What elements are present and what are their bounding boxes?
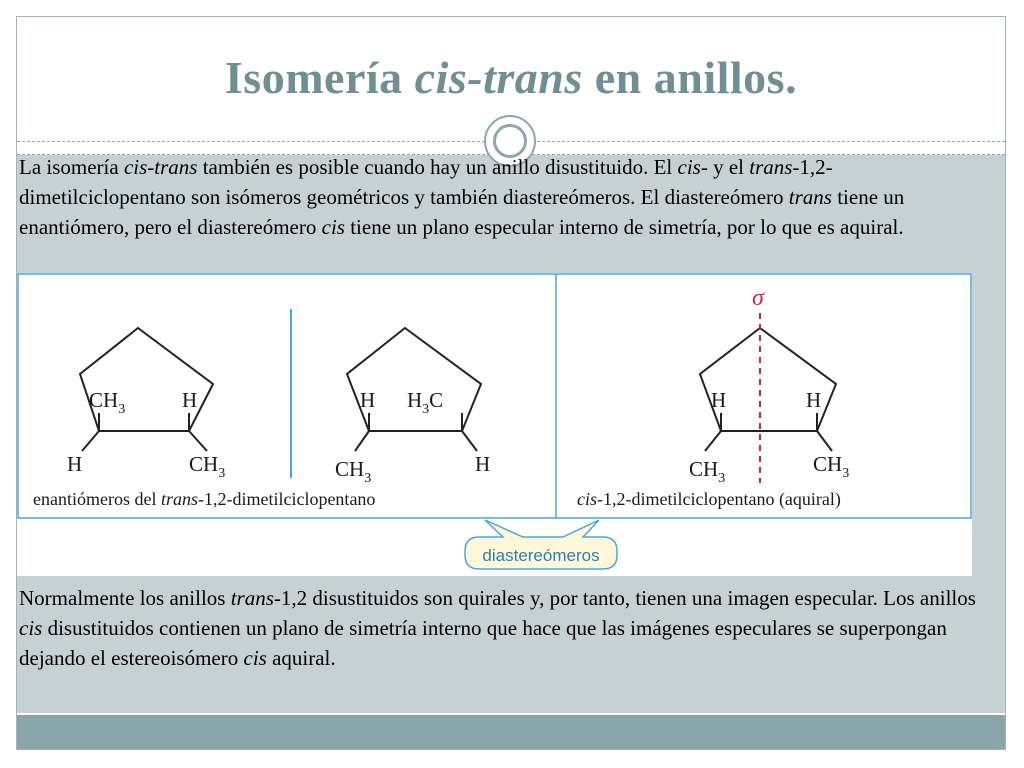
p1-seg: cis (321, 215, 345, 239)
p1-seg: trans (788, 185, 832, 209)
title-text-1: Isomería (224, 52, 415, 103)
figure-frame (18, 274, 971, 518)
p2-seg: -1,2 disustituidos son quirales y, por tanto, tienen una imagen especular. Los anillos (273, 586, 976, 610)
slide-title (17, 51, 1005, 104)
mol3-top-right: H (806, 388, 822, 412)
cyclopentane-ring-2 (347, 328, 481, 431)
p1-seg: tiene un enantiómero, pero el diastereómero (19, 185, 905, 239)
molecule-figure (17, 273, 972, 576)
sigma-symbol: σ (752, 285, 764, 311)
paragraph-intro (19, 152, 979, 242)
p1-seg: también es posible cuando hay un anillo disustituido. El (197, 155, 678, 179)
p2-seg: cis (19, 616, 43, 640)
p1-seg: -1,2-dimetilciclopentano son isómeros geométricos y también diastereómeros. El diastereómero (19, 155, 833, 209)
caption-enantiomers: enantiómeros del trans-1,2-dimetilciclopentano (33, 489, 376, 509)
caption-cis: cis-1,2-dimetilciclopentano (aquiral) (577, 489, 841, 509)
mol2-bottom-right: H (475, 452, 491, 476)
mol3-bottom-left: $CH_3$ (689, 457, 726, 486)
mol3-bottom-right: $CH_3$ (813, 452, 850, 481)
mol2-bottom-left: $CH_3$ (335, 457, 372, 486)
mol2-top-left: H (360, 388, 376, 412)
title-text-italic: cis-trans (414, 52, 583, 103)
p2-seg: disustituidos contienen un plano de simetría interno que hace que las imágenes especulares se superpongan dejando el estereoisómero (19, 616, 947, 670)
mol1-bottom-right: $CH_3$ (189, 452, 226, 481)
bottom-bar (17, 715, 1005, 749)
bond (817, 431, 832, 451)
bond (705, 431, 721, 451)
p1-seg: cis (677, 155, 701, 179)
callout-text: diastereómeros (482, 546, 600, 565)
bond (189, 431, 207, 451)
p2-seg: aquiral. (266, 646, 336, 670)
diastereomers-callout (465, 520, 617, 569)
p1-seg: cis-trans (123, 155, 198, 179)
p1-seg: tiene un plano especular interno de simetría, por lo que es aquiral. (344, 215, 904, 239)
p2-seg: cis (243, 646, 267, 670)
molecule-figure-svg (17, 273, 972, 576)
p2-seg: trans (230, 586, 274, 610)
title-text-3: en anillos. (582, 52, 798, 103)
bond (82, 431, 99, 451)
p1-seg: - y el (700, 155, 750, 179)
p1-seg: La isomería (19, 155, 124, 179)
mol1-top-right: H (182, 388, 198, 412)
mol1-top-left: $CH_3$ (89, 388, 126, 417)
p2-seg: Normalmente los anillos (19, 586, 231, 610)
mol2-top-right: $H_3C$ (407, 388, 444, 417)
bond (462, 431, 477, 451)
p1-seg: trans (749, 155, 793, 179)
bond (355, 431, 369, 451)
paragraph-conclusion (19, 583, 979, 673)
mol3-top-left: H (711, 388, 727, 412)
mol1-bottom-left: H (67, 452, 83, 476)
